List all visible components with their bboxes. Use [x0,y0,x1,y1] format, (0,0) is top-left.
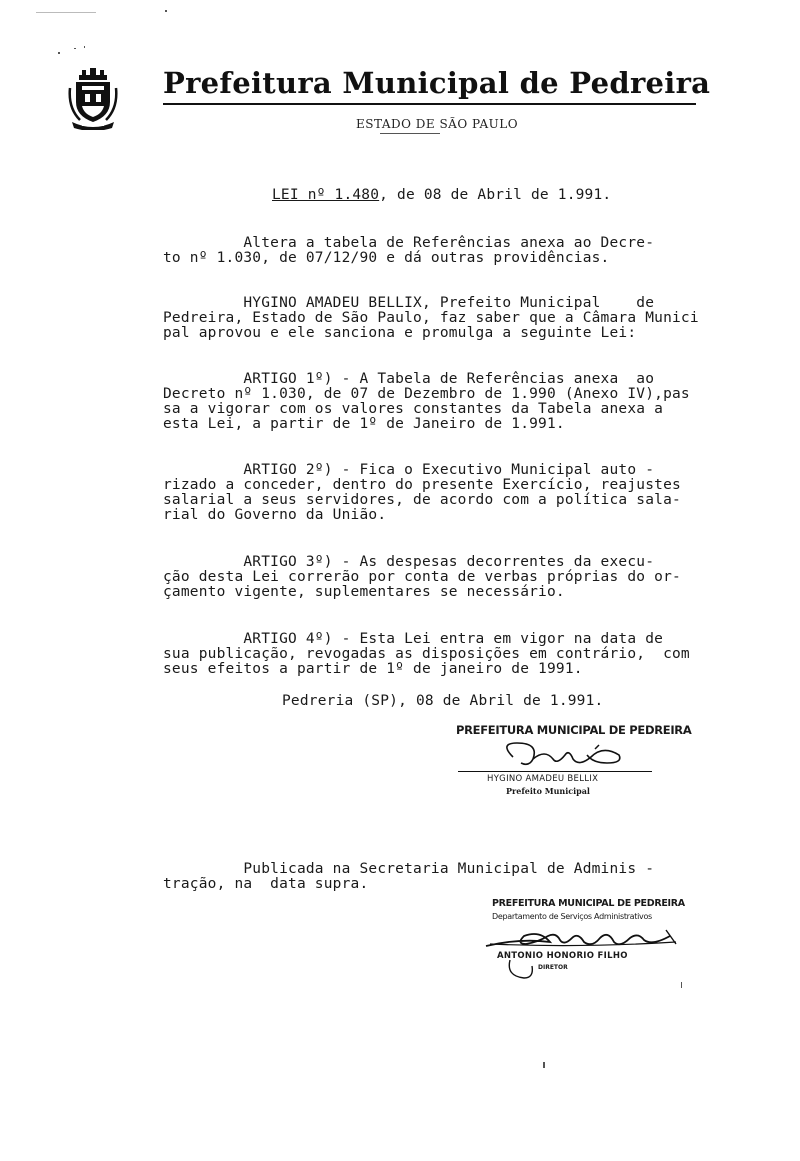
director-name: ANTONIO HONORIO FILHO [497,951,628,961]
scan-speck [74,48,76,49]
article-line: sua publicação, revogadas as disposições em contrário, com [163,646,690,662]
publication-line: Publicada na Secretaria Municipal de Adminis - [163,861,655,877]
scan-speck [165,10,167,12]
law-summary [163,236,703,266]
article-line: ARTIGO 2º) - Fica o Executivo Municipal auto - [163,462,655,478]
scan-speck [681,982,682,988]
article-line: rial do Governo da União. [163,507,387,523]
mayor-signature-line [458,771,652,772]
article-line: ARTIGO 3º) - As despesas decorrentes da execu- [163,554,655,570]
letterhead-title: Prefeitura Municipal de Pedreira [163,66,711,100]
preamble-line: pal aprovou e ele sanciona e promulga a seguinte Lei: [163,325,637,341]
law-title [272,188,611,203]
mayor-stamp: PREFEITURA MUNICIPAL DE PEDREIRA [456,723,692,737]
article-line: esta Lei, a partir de 1º de Janeiro de 1.991. [163,416,565,432]
mayor-signature-icon [495,737,635,773]
law-date: , de 08 de Abril de 1.991. [379,187,612,203]
law-number: LEI nº 1.480 [272,187,380,203]
preamble-line: Pedreira, Estado de São Paulo, faz saber que a Câmara Munici [163,310,699,326]
article-1 [163,372,703,432]
scan-speck [84,46,85,48]
article-3 [163,555,703,600]
letterhead-state: ESTADO DE SÃO PAULO [356,117,519,131]
article-line: Decreto nº 1.030, de 07 de Dezembro de 1.990 (Anexo IV),pas [163,386,690,402]
mayor-name: HYGINO AMADEU BELLIX [487,774,599,784]
scan-speck [543,1062,545,1068]
article-line: sa a vigorar com os valores constantes da Tabela anexa a [163,401,664,417]
scan-speck [36,12,96,13]
publication-line: tração, na data supra. [163,876,369,892]
director-stamp-org: PREFEITURA MUNICIPAL DE PEDREIRA [492,898,685,909]
article-line: ARTIGO 4º) - Esta Lei entra em vigor na data de [163,631,664,647]
director-signature-icon [480,920,680,980]
summary-line: to nº 1.030, de 07/12/90 e dá outras providências. [163,250,610,266]
letterhead-divider [163,103,696,105]
article-line: rizado a conceder, dentro do presente Exercício, reajustes [163,477,681,493]
article-line: çamento vigente, suplementares se necessário. [163,584,565,600]
preamble [163,296,703,341]
article-line: ção desta Lei correrão por conta de verbas próprias do or- [163,569,681,585]
scan-speck [58,52,60,54]
article-line: seus efeitos a partir de 1º de janeiro de 1991. [163,661,583,677]
state-underline [380,133,440,134]
publication-note [163,862,723,892]
article-line: ARTIGO 1º) - A Tabela de Referências anexa ao [163,371,655,387]
director-role: DIRETOR [538,964,568,971]
municipal-crest-icon [68,68,118,130]
article-4 [163,632,703,677]
article-2 [163,463,703,523]
preamble-line: HYGINO AMADEU BELLIX, Prefeito Municipal de [163,295,655,311]
article-line: salarial a seus servidores, de acordo com a política sala- [163,492,681,508]
place-date: Pedreria (SP), 08 de Abril de 1.991. [282,693,604,709]
director-stamp-department: Departamento de Serviços Administrativos [492,912,652,921]
mayor-role: Prefeito Municipal [506,786,590,796]
summary-line: Altera a tabela de Referências anexa ao Decre- [163,235,655,251]
